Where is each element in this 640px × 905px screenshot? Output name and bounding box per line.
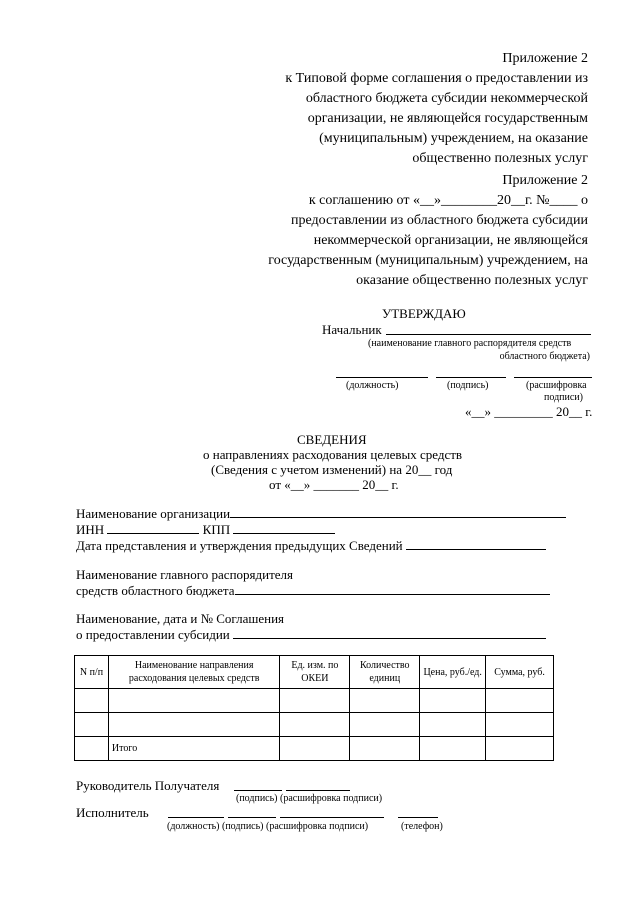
table-cell[interactable]	[420, 689, 486, 713]
table-cell[interactable]	[75, 737, 109, 761]
document-subtitle-2: (Сведения с учетом изменений) на 20__ год	[211, 462, 453, 477]
appendix-2-line: государственным (муниципальным) учреждением, на	[268, 253, 588, 268]
position-caption: (должность)	[346, 380, 399, 391]
inn-kpp-field	[76, 521, 335, 538]
table-cell[interactable]	[280, 713, 350, 737]
appendix-2-line: предоставлении из областного бюджета субсидии	[290, 213, 588, 228]
inn-label: ИНН	[76, 522, 105, 537]
appendix-1-line: областного бюджета субсидии некоммерческой	[305, 91, 588, 106]
table-header-row	[75, 656, 554, 689]
table-cell[interactable]	[108, 713, 280, 737]
kpp-input[interactable]	[233, 533, 335, 534]
executor-position-line[interactable]	[168, 817, 224, 818]
prev-date-field	[76, 537, 546, 554]
grbs-label-2: средств областного бюджета	[76, 583, 235, 598]
table-cell[interactable]	[486, 713, 554, 737]
table-row	[75, 689, 554, 713]
table-cell[interactable]	[486, 737, 554, 761]
executor-caption: (должность) (подпись) (расшифровка подписи)	[167, 821, 369, 832]
table-cell[interactable]	[350, 689, 420, 713]
table-row	[75, 713, 554, 737]
table-cell[interactable]	[280, 737, 350, 761]
agreement-field	[76, 626, 546, 643]
col-header-price: Цена, руб./ед.	[420, 656, 486, 689]
grbs-label-1: Наименование главного распорядителя	[76, 567, 293, 582]
appendix-1-line: к Типовой форме соглашения о предоставлении из	[285, 71, 588, 86]
grbs-field	[76, 582, 550, 599]
decoding-caption-2: подписи)	[544, 392, 583, 403]
appendix-1-line: (муниципальным) учреждением, на оказание	[319, 131, 588, 146]
approve-head-line[interactable]	[386, 334, 591, 335]
appendix-1-line: Приложение 2	[502, 51, 588, 66]
col-header-num: N п/п	[75, 656, 109, 689]
recipient-signature-line[interactable]	[234, 790, 282, 791]
col-header-unit: Ед. изм. по ОКЕИ	[280, 656, 350, 689]
appendix-header-1	[285, 49, 588, 169]
approve-head-label: Начальник	[322, 322, 382, 337]
table-cell[interactable]	[75, 713, 109, 737]
col-header-sum: Сумма, руб.	[486, 656, 554, 689]
table-cell[interactable]	[350, 737, 420, 761]
phone-caption: (телефон)	[401, 821, 443, 832]
document-subtitle-3: от «__» _______ 20__ г.	[269, 477, 399, 492]
approve-title: УТВЕРЖДАЮ	[382, 306, 466, 321]
approve-head-caption-2: областного бюджета)	[499, 351, 590, 362]
appendix-2-line: некоммерческой организации, не являющейся	[313, 233, 588, 248]
signature-line[interactable]	[436, 377, 506, 378]
document-subtitle-1: о направлениях расходования целевых средств	[203, 447, 463, 462]
table-cell[interactable]	[75, 689, 109, 713]
col-header-quantity: Количество единиц	[350, 656, 420, 689]
org-name-input[interactable]	[230, 517, 566, 518]
col-header-direction: Наименование направления расходования целевых средств	[108, 656, 280, 689]
appendix-1-line: организации, не являющейся государственным	[307, 111, 588, 126]
prev-date-label: Дата представления и утверждения предыдущих Сведений	[76, 538, 403, 553]
executor-decoding-line[interactable]	[280, 817, 384, 818]
appendix-2-line: оказание общественно полезных услуг	[356, 273, 588, 288]
table-total-row	[75, 737, 554, 761]
appendix-header-2	[268, 171, 588, 291]
inn-input[interactable]	[107, 533, 199, 534]
executor-signature-line[interactable]	[228, 817, 276, 818]
total-label: Итого	[108, 737, 280, 761]
executor-phone-line[interactable]	[398, 817, 438, 818]
recipient-head-caption: (подпись) (расшифровка подписи)	[236, 793, 383, 804]
appendix-2-agreement-line: к соглашению от «__»________20__г. №____ о	[308, 193, 588, 208]
prev-date-input[interactable]	[406, 549, 546, 550]
signature-caption: (подпись)	[447, 380, 489, 391]
org-name-field	[76, 505, 566, 522]
appendix-2-title: Приложение 2	[502, 173, 588, 188]
table-cell[interactable]	[486, 689, 554, 713]
table-cell[interactable]	[350, 713, 420, 737]
document-title: СВЕДЕНИЯ	[297, 432, 367, 447]
expense-table	[74, 655, 554, 761]
executor-label: Исполнитель	[76, 805, 149, 820]
decoding-line[interactable]	[514, 377, 592, 378]
kpp-label: КПП	[202, 522, 231, 537]
grbs-input[interactable]	[235, 594, 550, 595]
table-cell[interactable]	[280, 689, 350, 713]
approve-date-line: «__» _________ 20__ г.	[465, 404, 593, 419]
table-cell[interactable]	[108, 689, 280, 713]
position-line[interactable]	[336, 377, 428, 378]
recipient-decoding-line[interactable]	[286, 790, 350, 791]
appendix-1-line: общественно полезных услуг	[412, 151, 588, 166]
approve-head-caption-1: (наименование главного распорядителя средств	[368, 338, 572, 349]
agreement-input[interactable]	[233, 638, 546, 639]
agreement-label-2: о предоставлении субсидии	[76, 627, 230, 642]
recipient-head-label: Руководитель Получателя	[76, 778, 220, 793]
table-cell[interactable]	[420, 737, 486, 761]
decoding-caption-1: (расшифровка	[526, 380, 587, 391]
org-name-label: Наименование организации	[76, 506, 231, 521]
table-cell[interactable]	[420, 713, 486, 737]
agreement-label-1: Наименование, дата и № Соглашения	[76, 611, 285, 626]
